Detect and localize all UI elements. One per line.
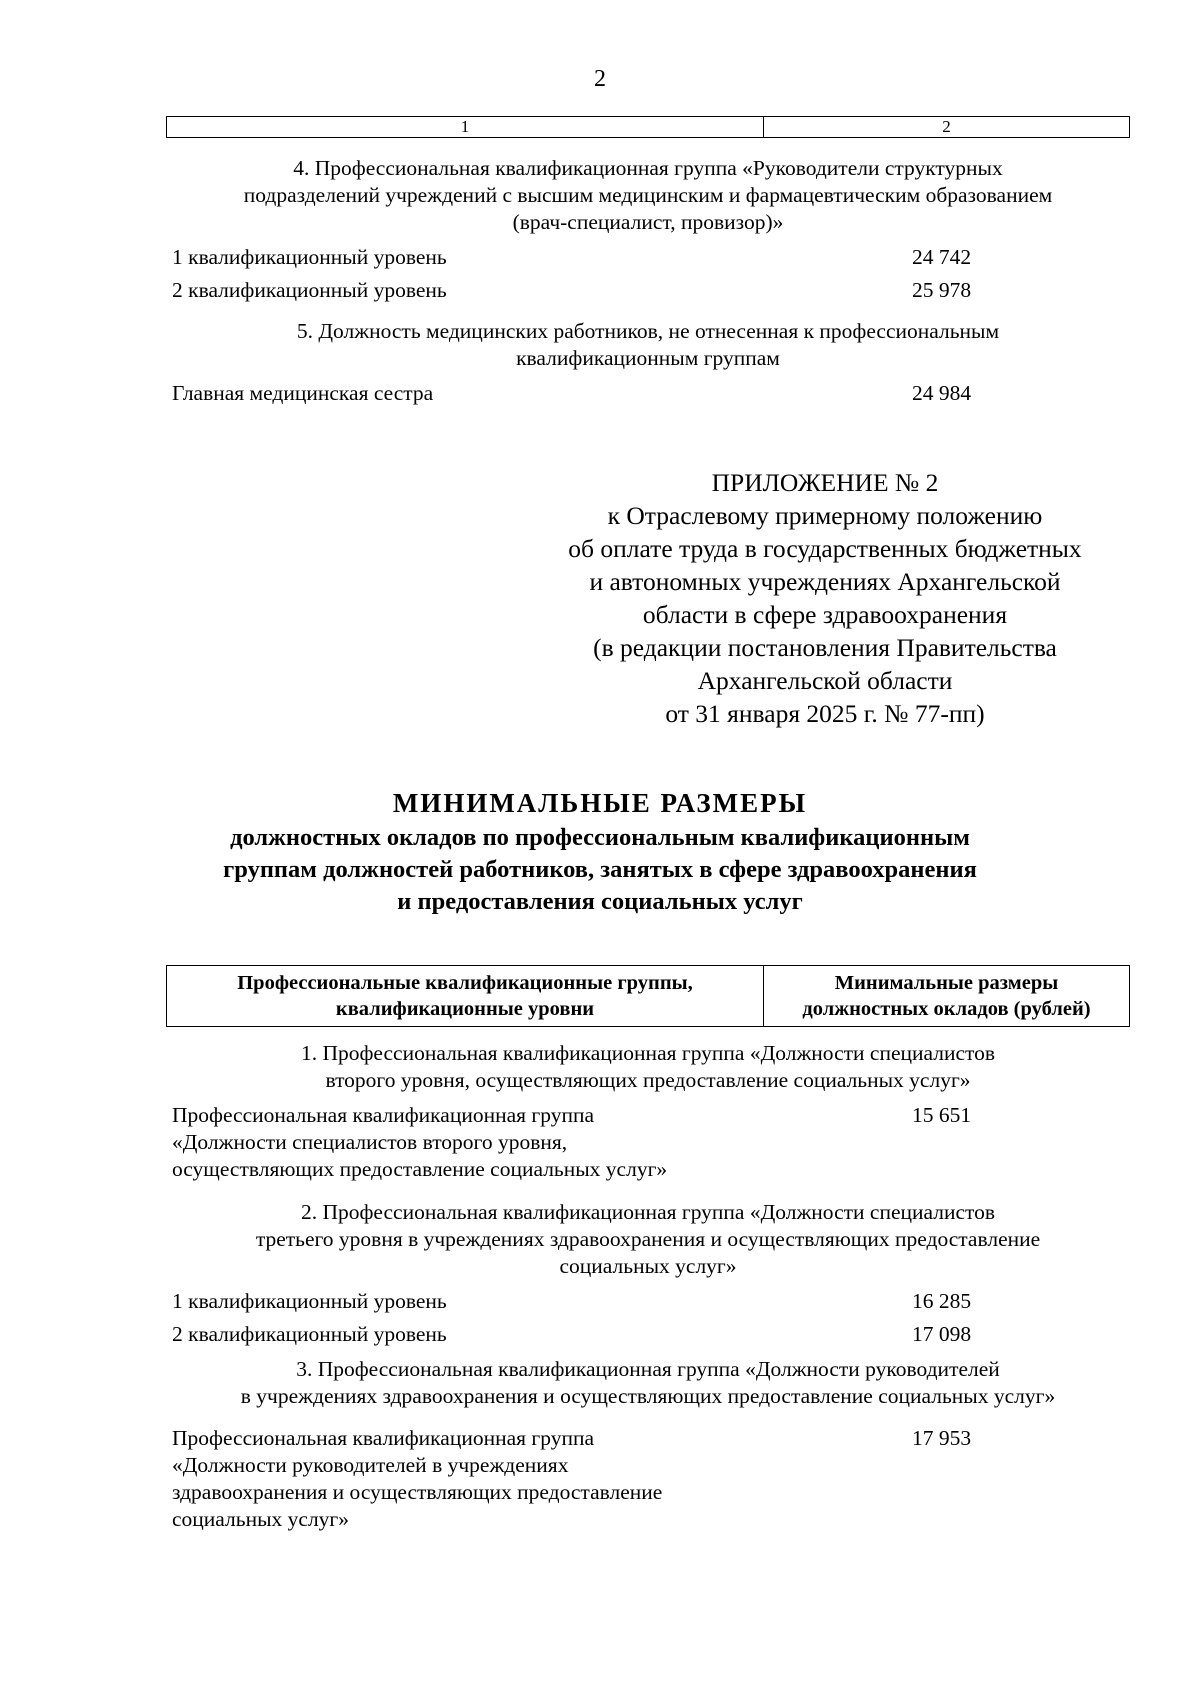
row-value: 17 098 [912, 1322, 972, 1346]
row-value: 17 953 [912, 1426, 972, 1450]
group-heading: 5. Должность медицинских работников, не отнесенная к профессиональным квалификационным группам [296, 319, 1000, 370]
row-label: Главная медицинская сестра [172, 381, 434, 405]
table-header [166, 965, 1130, 1027]
group-heading: 4. Профессиональная квалификационная группа «Руководители структурных подразделений учреждений с высшим медицинским и фармацевтическим образованием (врач-специалист, провизор)» [243, 156, 1053, 234]
appendix-line: и автономных учреждениях Архангельской [589, 567, 1061, 596]
row-label: 2 квалификационный уровень [172, 278, 447, 302]
appendix-block [520, 466, 1130, 730]
column-number-2: 2 [942, 117, 951, 136]
document-title: МИНИМАЛЬНЫЕ РАЗМЕРЫ [392, 788, 808, 818]
group-heading: 2. Профессиональная квалификационная группа «Должности специалистов третьего уровня в учреждениях здравоохранения и осуществляющих предоставление социальных услуг» [255, 1200, 1041, 1278]
row-value: 24 984 [912, 381, 972, 405]
group-heading: 1. Профессиональная квалификационная группа «Должности специалистов второго уровня, осуществляющих предоставление социальных услуг» [300, 1041, 996, 1092]
row-label: Профессиональная квалификационная группа «Должности руководителей в учреждениях здравоохранения и осуществляющих предоставление социальных услуг» [172, 1426, 663, 1531]
column-number-row [166, 116, 1130, 138]
appendix-line: от 31 января 2025 г. № 77-пп) [665, 699, 985, 728]
row-value: 25 978 [912, 278, 972, 302]
table-header-col-1: Профессиональные квалификационные группы, квалификационные уровни [167, 966, 764, 1026]
row-label: Профессиональная квалификационная группа «Должности специалистов второго уровня, осуществляющих предоставление социальных услуг» [172, 1103, 668, 1181]
document-subtitle: должностных окладов по профессиональным квалификационным группам должностей работников, занятых в сфере здравоохранения и предоставления социальных услуг [223, 824, 977, 915]
row-label: 1 квалификационный уровень [172, 1289, 447, 1313]
appendix-line: ПРИЛОЖЕНИЕ № 2 [711, 468, 939, 497]
row-value: 24 742 [912, 245, 972, 269]
column-number-1: 1 [167, 117, 764, 137]
row-value: 15 651 [912, 1103, 972, 1127]
row-label: 2 квалификационный уровень [172, 1322, 447, 1346]
appendix-line: области в сфере здравоохранения [642, 600, 1008, 629]
row-label: 1 квалификационный уровень [172, 245, 447, 269]
table-header-col-2: Минимальные размеры должностных окладов (рублей) [802, 972, 1091, 1020]
appendix-line: к Отраслевому примерному положению [607, 501, 1043, 530]
appendix-line: (в редакции постановления Правительства [593, 633, 1057, 662]
appendix-line: Архангельской области [697, 666, 953, 695]
row-value: 16 285 [912, 1289, 972, 1313]
group-heading: 3. Профессиональная квалификационная группа «Должности руководителей в учреждениях здравоохранения и осуществляющих предоставление социальных услуг» [240, 1357, 1056, 1408]
appendix-line: об оплате труда в государственных бюджетных [568, 534, 1082, 563]
page-number: 2 [594, 66, 606, 92]
